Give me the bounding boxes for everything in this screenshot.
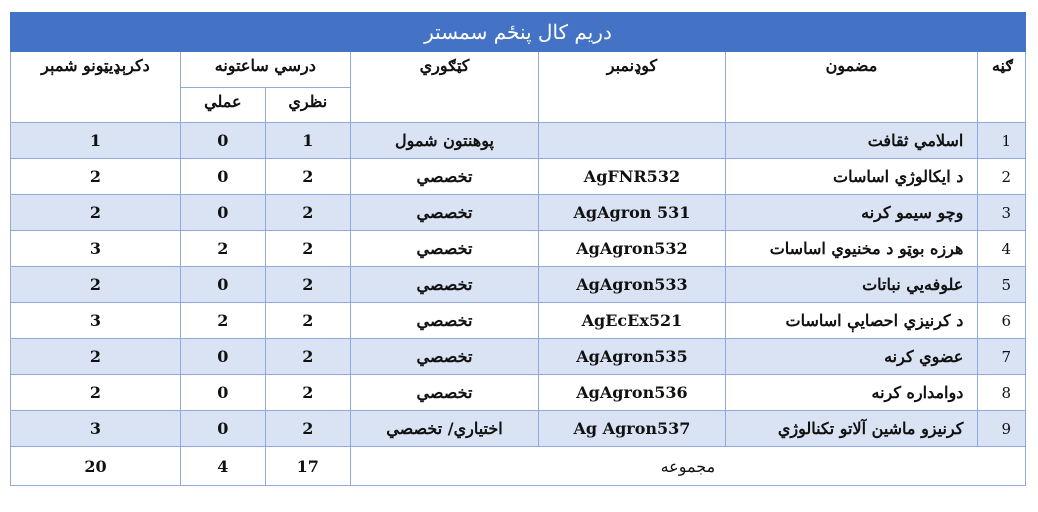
row-category: اختياري/ تخصصي (350, 411, 538, 447)
row-category: تخصصي (350, 375, 538, 411)
row-category: تخصصي (350, 195, 538, 231)
row-index: 3 (978, 195, 1026, 231)
total-practical: 4 (180, 447, 265, 486)
row-practical: 0 (180, 411, 265, 447)
row-practical: 2 (180, 303, 265, 339)
row-theory: 2 (265, 267, 350, 303)
row-index: 8 (978, 375, 1026, 411)
row-theory: 2 (265, 411, 350, 447)
header-row-1 (11, 52, 1026, 88)
row-credits: 3 (11, 411, 181, 447)
header-index: ګڼه (978, 52, 1026, 123)
row-practical: 0 (180, 159, 265, 195)
row-credits: 2 (11, 339, 181, 375)
row-subject: عضوي کرنه (725, 339, 978, 375)
row-subject: وچو سيمو کرنه (725, 195, 978, 231)
row-credits: 3 (11, 303, 181, 339)
row-index: 7 (978, 339, 1026, 375)
row-code: AgAgron532 (539, 231, 725, 267)
row-category: تخصصي (350, 159, 538, 195)
row-index: 2 (978, 159, 1026, 195)
table-row (11, 339, 1026, 375)
row-subject: کرنيزو ماشين آلاتو تکنالوژي (725, 411, 978, 447)
row-category: تخصصي (350, 339, 538, 375)
row-code: AgEcEx521 (539, 303, 725, 339)
table-row (11, 411, 1026, 447)
header-practical: عملي (180, 87, 265, 123)
header-category: کټګوري (350, 52, 538, 123)
row-practical: 0 (180, 267, 265, 303)
row-theory: 2 (265, 303, 350, 339)
semester-table (10, 12, 1026, 486)
row-index: 6 (978, 303, 1026, 339)
row-code: AgAgron535 (539, 339, 725, 375)
table-row (11, 303, 1026, 339)
table-row (11, 375, 1026, 411)
row-practical: 0 (180, 339, 265, 375)
header-theory: نظري (265, 87, 350, 123)
row-category: پوهنتون شمول (350, 123, 538, 159)
row-code: AgAgron 531 (539, 195, 725, 231)
row-subject: علوفه‌يي نباتات (725, 267, 978, 303)
row-credits: 3 (11, 231, 181, 267)
row-subject: د ايکالوژي اساسات (725, 159, 978, 195)
row-theory: 2 (265, 195, 350, 231)
row-practical: 2 (180, 231, 265, 267)
row-practical: 0 (180, 375, 265, 411)
total-credits: 20 (11, 447, 181, 486)
row-practical: 0 (180, 123, 265, 159)
row-theory: 2 (265, 159, 350, 195)
row-credits: 2 (11, 267, 181, 303)
row-code: AgAgron536 (539, 375, 725, 411)
row-credits: 2 (11, 159, 181, 195)
row-credits: 2 (11, 195, 181, 231)
table-row (11, 123, 1026, 159)
row-credits: 1 (11, 123, 181, 159)
row-code (539, 123, 725, 159)
total-row (11, 447, 1026, 486)
header-credits: دکرېډيټونو شمېر (11, 52, 181, 123)
total-theory: 17 (265, 447, 350, 486)
row-subject: دوامداره کرنه (725, 375, 978, 411)
row-practical: 0 (180, 195, 265, 231)
table-title: دريم کال پنځم سمستر (11, 13, 1026, 52)
row-code: AgFNR532 (539, 159, 725, 195)
row-theory: 2 (265, 339, 350, 375)
row-category: تخصصي (350, 303, 538, 339)
header-code: کوډنمبر (539, 52, 725, 123)
row-subject: د کرنيزي احصايې اساسات (725, 303, 978, 339)
curriculum-table-wrapper (10, 12, 1026, 486)
table-row (11, 159, 1026, 195)
header-hours: درسي ساعتونه (180, 52, 350, 88)
table-row (11, 195, 1026, 231)
table-row (11, 267, 1026, 303)
header-subject: مضمون (725, 52, 978, 123)
row-index: 4 (978, 231, 1026, 267)
total-label: مجموعه (350, 447, 1025, 486)
row-theory: 2 (265, 375, 350, 411)
row-index: 9 (978, 411, 1026, 447)
row-code: Ag Agron537 (539, 411, 725, 447)
row-credits: 2 (11, 375, 181, 411)
row-index: 1 (978, 123, 1026, 159)
row-theory: 1 (265, 123, 350, 159)
row-index: 5 (978, 267, 1026, 303)
row-subject: هرزه بوټو د مخنيوي اساسات (725, 231, 978, 267)
row-code: AgAgron533 (539, 267, 725, 303)
row-theory: 2 (265, 231, 350, 267)
row-category: تخصصي (350, 267, 538, 303)
table-row (11, 231, 1026, 267)
title-row (11, 13, 1026, 52)
row-subject: اسلامي ثقافت (725, 123, 978, 159)
row-category: تخصصي (350, 231, 538, 267)
